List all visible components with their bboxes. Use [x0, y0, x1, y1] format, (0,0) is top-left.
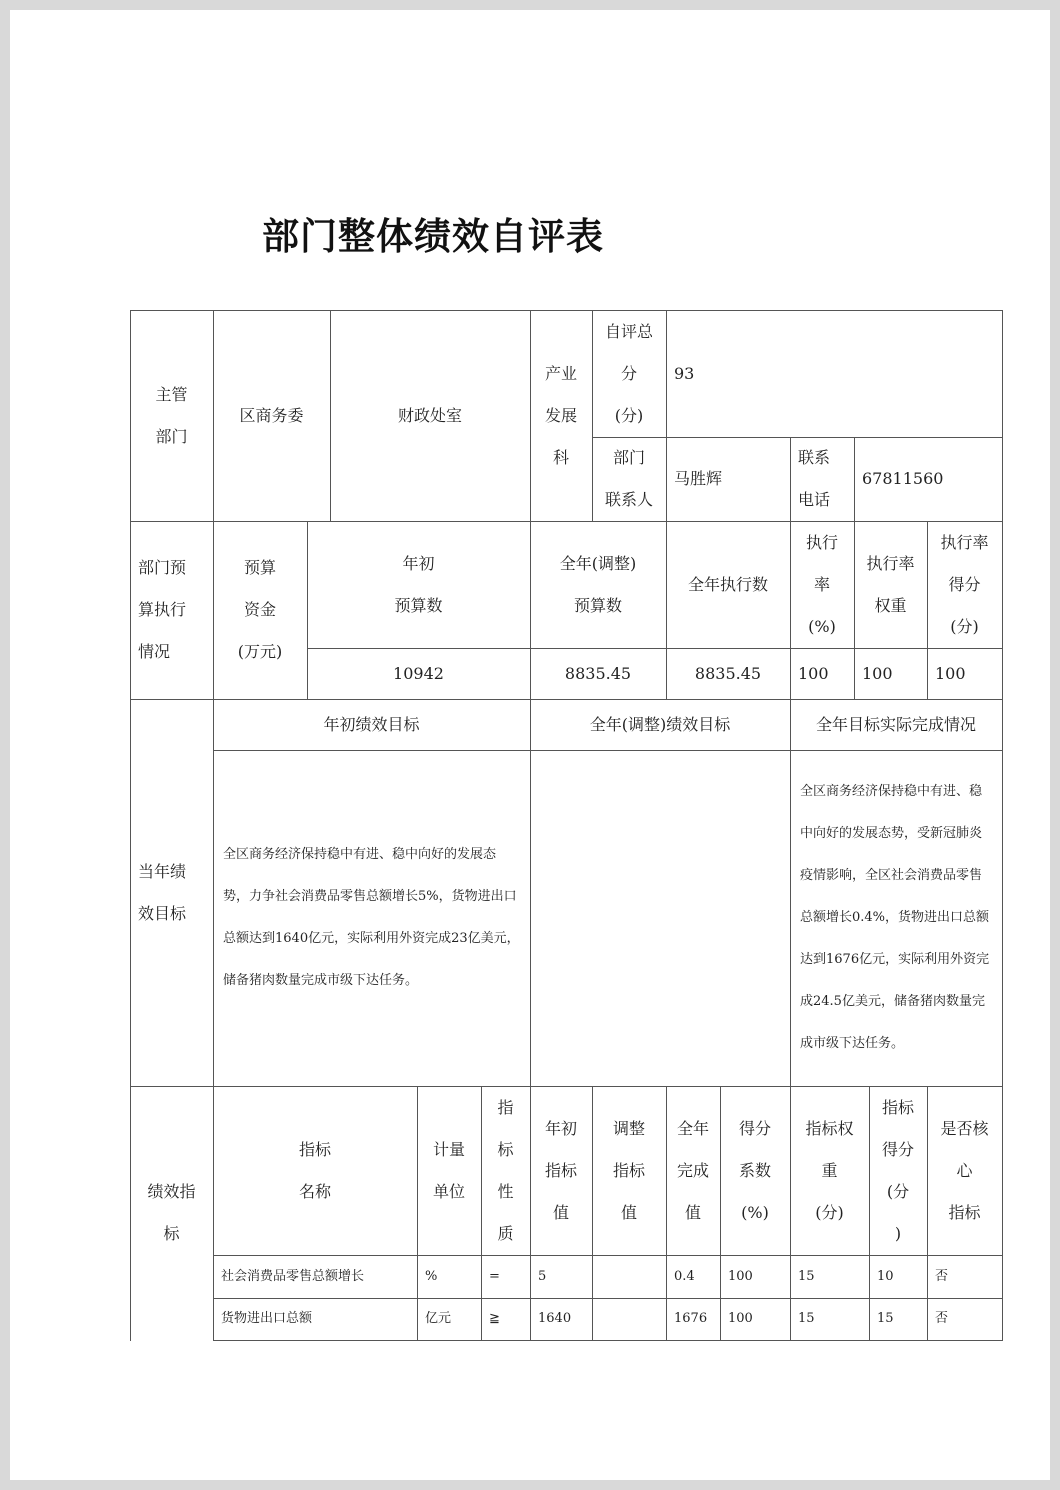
contact-label [592, 437, 666, 521]
indicator-header-unit-text: 计量 单位 [432, 1139, 465, 1201]
indicator-cell-coef [720, 1255, 790, 1298]
office-value [330, 310, 530, 521]
goals-actual-text [790, 750, 1002, 1086]
industry-value-text: 产业 发展 科 [544, 363, 577, 467]
budget-initial-text: 10942 [393, 663, 444, 683]
indicator-cell-adjusted [592, 1298, 666, 1340]
indicator-cell-score [869, 1298, 927, 1340]
contact-value [666, 437, 790, 521]
indicator-header-actual-text: 全年 完成 值 [676, 1118, 709, 1222]
indicator-cell-initial-text: 5 [538, 1268, 547, 1284]
dept-label-text: 主管 部门 [155, 384, 188, 446]
indicator-cell-core [927, 1255, 1002, 1298]
goals-initial-text [213, 750, 530, 1086]
phone-value [854, 437, 1002, 521]
indicator-header-initial [530, 1086, 592, 1255]
table-rule [1002, 310, 1003, 1341]
budget-adjusted-text: 8835.45 [564, 663, 632, 683]
indicator-cell-initial [530, 1298, 592, 1340]
indicator-cell-unit-text: % [425, 1268, 438, 1284]
indicator-cell-coef-text: 100 [728, 1268, 753, 1284]
dept-value-text: 区商务委 [239, 405, 304, 425]
indicator-cell-score-text: 15 [877, 1311, 894, 1326]
indicator-cell-actual [666, 1255, 720, 1298]
indicator-cell-core-text: 否 [935, 1311, 949, 1326]
budget-executed [666, 648, 790, 699]
indicator-header-score-text: 指标 得分 (分 ) [881, 1097, 914, 1243]
goals-header-initial [213, 699, 530, 750]
indicator-cell-coef [720, 1298, 790, 1340]
goals-header-actual-text: 全年目标实际完成情况 [815, 714, 976, 734]
indicator-cell-nature [481, 1255, 530, 1298]
budget-header-rate-text: 执行 率 (%) [805, 532, 838, 636]
goals-initial-text-text: 全区商务经济保持稳中有进、稳中向好的发展态势，力争社会消费品零售总额增长5%，货物进出口总额达到1640亿元，实际利用外资完成23亿美元，储备猪肉数量完成市级下达任务。 [223, 847, 520, 988]
indicator-cell-name-text: 社会消费品零售总额增长 [221, 1268, 365, 1284]
indicator-cell-nature [481, 1298, 530, 1340]
indicator-header-unit [417, 1086, 481, 1255]
budget-header-weight-text: 执行率 权重 [866, 553, 915, 615]
indicator-cell-coef-text: 100 [728, 1311, 753, 1326]
industry-value [530, 310, 592, 521]
indicator-header-adjusted-text: 调整 指标 值 [612, 1118, 645, 1222]
score-value [666, 310, 1002, 437]
budget-header-adjusted-text: 全年(调整) 预算数 [559, 553, 637, 615]
indicators-section-label-text: 绩效指 标 [147, 1182, 196, 1243]
indicator-cell-name [213, 1255, 417, 1298]
phone-label [790, 437, 854, 521]
budget-fund-label [213, 521, 307, 699]
budget-header-score [927, 521, 1002, 648]
indicator-cell-name [213, 1298, 417, 1340]
indicator-cell-core-text: 否 [935, 1268, 949, 1284]
indicator-cell-unit-text: 亿元 [425, 1311, 452, 1326]
budget-header-weight [854, 521, 927, 648]
budget-header-initial-text: 年初 预算数 [394, 553, 443, 615]
indicator-header-score [869, 1086, 927, 1255]
score-value-text: 93 [674, 363, 695, 383]
goals-section-label-text: 当年绩 效目标 [138, 861, 187, 923]
goals-header-actual [790, 699, 1002, 750]
score-label-text: 自评总 分 (分) [604, 321, 653, 425]
indicator-cell-core [927, 1298, 1002, 1340]
table-rule [213, 1340, 1003, 1341]
indicator-cell-score [869, 1255, 927, 1298]
document-page [10, 10, 1050, 1480]
budget-executed-text: 8835.45 [694, 663, 762, 683]
indicator-cell-actual-text: 0.4 [674, 1268, 695, 1284]
score-label [592, 310, 666, 437]
office-value-text: 财政处室 [397, 405, 462, 425]
indicator-header-coef-text: 得分 系数 (%) [738, 1118, 771, 1222]
indicator-cell-adjusted [592, 1255, 666, 1298]
goals-actual-text-text: 全区商务经济保持稳中有进、稳中向好的发展态势，受新冠肺炎疫情影响，全区社会消费品零售总额增长0.4%，货物进出口总额达到1676亿元，实际利用外资完成24.5亿美元，储备猪肉数量完成市级下达任务。 [800, 784, 990, 1051]
budget-score-text: 100 [935, 663, 966, 683]
budget-rate-text: 100 [798, 663, 829, 683]
indicator-cell-initial [530, 1255, 592, 1298]
goals-adjusted-text [530, 750, 790, 1086]
indicator-cell-nature-text: ≧ [489, 1311, 500, 1326]
indicator-cell-unit [417, 1255, 481, 1298]
budget-adjusted [530, 648, 666, 699]
indicator-cell-unit [417, 1298, 481, 1340]
indicator-header-coef [720, 1086, 790, 1255]
budget-score [927, 648, 1002, 699]
dept-value [213, 310, 330, 521]
budget-weight [854, 648, 927, 699]
goals-section-label [130, 699, 213, 1086]
contact-value-text: 马胜辉 [674, 469, 723, 488]
indicator-header-core [927, 1086, 1002, 1255]
indicator-header-core-text: 是否核 心 指标 [940, 1118, 989, 1222]
phone-label-text: 联系 电话 [798, 448, 831, 509]
budget-rate [790, 648, 854, 699]
indicator-header-actual [666, 1086, 720, 1255]
budget-initial [307, 648, 530, 699]
indicator-cell-actual [666, 1298, 720, 1340]
indicator-header-initial-text: 年初 指标 值 [544, 1118, 577, 1222]
page-title: 部门整体绩效自评表 [262, 214, 604, 258]
budget-header-rate [790, 521, 854, 648]
budget-header-initial [307, 521, 530, 648]
indicator-header-weight [790, 1086, 869, 1255]
indicator-cell-weight [790, 1298, 869, 1340]
dept-label [130, 310, 213, 521]
budget-header-score-text: 执行率 得分 (分) [940, 532, 989, 636]
contact-label-text: 部门 联系人 [604, 448, 653, 509]
goals-header-adjusted-text: 全年(调整)绩效目标 [589, 714, 731, 734]
indicator-cell-score-text: 10 [877, 1268, 894, 1284]
budget-header-executed [666, 521, 790, 648]
goals-header-initial-text: 年初绩效目标 [323, 714, 420, 734]
indicator-header-adjusted [592, 1086, 666, 1255]
indicator-cell-actual-text: 1676 [674, 1311, 708, 1326]
indicator-cell-nature-text: = [489, 1268, 500, 1284]
indicator-header-weight-text: 指标权 重 (分) [805, 1118, 854, 1222]
indicator-header-nature-text: 指 标 性 质 [497, 1097, 514, 1243]
budget-header-executed-text: 全年执行数 [687, 574, 768, 594]
indicator-cell-name-text: 货物进出口总额 [221, 1311, 313, 1326]
budget-fund-label-text: 预算 资金 (万元) [237, 558, 283, 661]
indicator-cell-weight-text: 15 [798, 1268, 815, 1284]
budget-section-label-text: 部门预 算执行 情况 [138, 558, 187, 661]
budget-header-adjusted [530, 521, 666, 648]
indicator-header-name-text: 指标 名称 [298, 1139, 331, 1201]
indicators-section-label [130, 1086, 213, 1340]
goals-header-adjusted [530, 699, 790, 750]
indicator-cell-initial-text: 1640 [538, 1311, 572, 1326]
indicator-header-name [213, 1086, 417, 1255]
indicator-cell-weight [790, 1255, 869, 1298]
phone-value-text: 67811560 [862, 469, 944, 488]
budget-weight-text: 100 [862, 663, 893, 683]
indicator-cell-weight-text: 15 [798, 1311, 815, 1326]
budget-section-label [130, 521, 213, 699]
indicator-header-nature [481, 1086, 530, 1255]
